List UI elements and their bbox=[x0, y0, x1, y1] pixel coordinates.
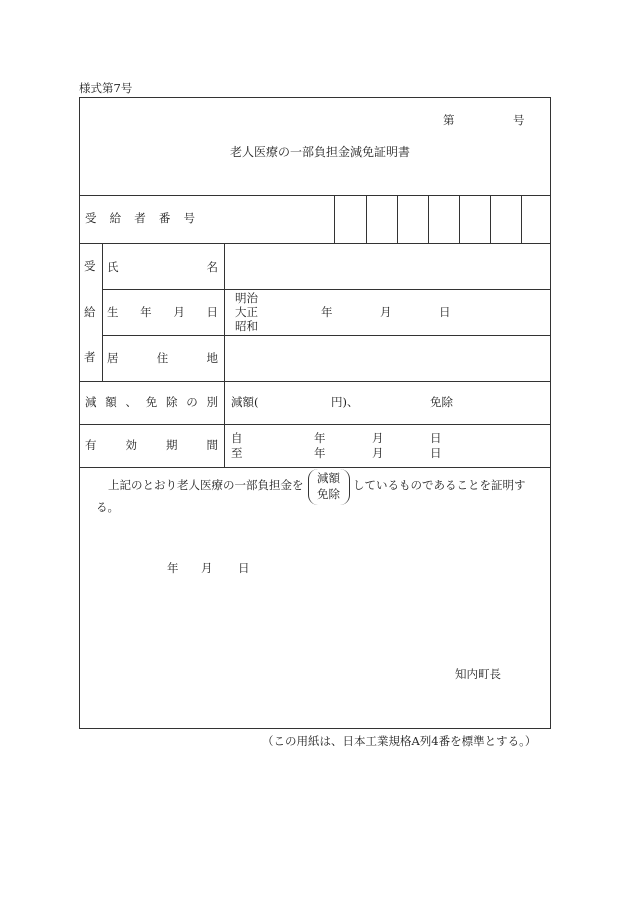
label-char: 地 bbox=[206, 351, 218, 365]
rule-group-divider bbox=[102, 243, 103, 381]
birth-year-unit: 年 bbox=[321, 305, 333, 319]
rule-recipient-bottom bbox=[79, 381, 551, 382]
address-label bbox=[107, 353, 218, 365]
label-char: 期 bbox=[166, 438, 178, 452]
digit-box-divider bbox=[428, 195, 429, 243]
number-go: 号 bbox=[513, 113, 525, 127]
from-day-unit: 日 bbox=[430, 431, 442, 445]
label-char: の bbox=[186, 395, 198, 409]
label-char: 効 bbox=[125, 438, 137, 452]
validity-period-label bbox=[85, 440, 218, 452]
label-char: 有 bbox=[85, 438, 97, 452]
label-char: 生 bbox=[107, 305, 119, 319]
label-char: 額 bbox=[105, 395, 117, 409]
certification-text-after: しているものであることを証明す bbox=[353, 478, 526, 492]
from-year-unit: 年 bbox=[314, 431, 326, 445]
signer-title: 知内町長 bbox=[455, 667, 501, 681]
label-char: 者 bbox=[134, 211, 146, 225]
to-day-unit: 日 bbox=[430, 446, 442, 460]
birth-date-label bbox=[107, 307, 218, 319]
certification-text-before: 上記のとおり老人医療の一部負担金を bbox=[108, 478, 304, 492]
label-char: 氏 bbox=[107, 260, 119, 274]
exemption-text: 免除 bbox=[430, 395, 453, 409]
certification-text-wrap: る。 bbox=[96, 500, 119, 514]
label-char: 給 bbox=[109, 211, 122, 225]
label-char: 間 bbox=[206, 438, 218, 452]
to-year-unit: 年 bbox=[314, 446, 326, 460]
reduction-type-label bbox=[85, 397, 218, 409]
brace-reduction: 減額 bbox=[317, 471, 340, 485]
rule-birth-bottom bbox=[102, 335, 551, 336]
digit-box-divider bbox=[459, 195, 460, 243]
name-label bbox=[107, 262, 218, 274]
digit-box-divider bbox=[490, 195, 491, 243]
number-dai: 第 bbox=[443, 113, 455, 127]
form-number: 様式第7号 bbox=[79, 81, 133, 95]
recipient-number-label bbox=[85, 213, 195, 225]
label-char: 除 bbox=[166, 395, 178, 409]
rule-label-divider bbox=[224, 243, 225, 467]
document-title: 老人医療の一部負担金減免証明書 bbox=[230, 145, 411, 159]
recipient-group-label: 給 bbox=[84, 305, 96, 319]
digit-box-divider bbox=[397, 195, 398, 243]
birth-day-unit: 日 bbox=[439, 305, 451, 319]
label-char: 番 bbox=[158, 211, 171, 225]
yen-text: 円)、 bbox=[331, 395, 359, 409]
validity-from: 自 bbox=[231, 431, 243, 445]
rule-number-bottom bbox=[79, 243, 551, 244]
rule-name-bottom bbox=[102, 289, 551, 290]
digit-box-divider bbox=[334, 195, 335, 243]
label-char: 年 bbox=[140, 305, 152, 319]
label-char: 免 bbox=[145, 395, 158, 409]
era-meiji: 明治 bbox=[235, 291, 258, 305]
to-month-unit: 月 bbox=[372, 446, 384, 460]
birth-month-unit: 月 bbox=[380, 305, 392, 319]
era-taisho: 大正 bbox=[235, 305, 258, 319]
era-showa: 昭和 bbox=[235, 319, 258, 333]
cert-month-unit: 月 bbox=[201, 561, 213, 575]
label-char: 、 bbox=[125, 395, 137, 409]
label-char: 月 bbox=[173, 305, 185, 319]
label-char: 減 bbox=[85, 395, 97, 409]
reduction-text: 減額( bbox=[231, 395, 259, 409]
footnote: （この用紙は、日本工業規格A列4番を標準とする。） bbox=[262, 734, 537, 748]
recipient-group-label: 者 bbox=[84, 350, 96, 364]
certificate-form bbox=[79, 97, 551, 729]
recipient-group-label: 受 bbox=[84, 259, 96, 273]
cert-day-unit: 日 bbox=[238, 561, 250, 575]
label-char: 名 bbox=[206, 260, 218, 274]
from-month-unit: 月 bbox=[372, 431, 384, 445]
label-char: 居 bbox=[107, 351, 119, 365]
label-char: 住 bbox=[156, 351, 169, 365]
label-char: 別 bbox=[206, 395, 218, 409]
cert-year-unit: 年 bbox=[167, 561, 179, 575]
digit-box-divider bbox=[521, 195, 522, 243]
rule-reduction-bottom bbox=[79, 424, 551, 425]
label-char: 受 bbox=[85, 211, 97, 225]
label-char: 号 bbox=[183, 211, 195, 225]
validity-to: 至 bbox=[231, 446, 243, 460]
label-char: 日 bbox=[206, 305, 218, 319]
rule-validity-bottom bbox=[79, 467, 551, 468]
brace-exemption: 免除 bbox=[317, 487, 340, 501]
rule-header-bottom bbox=[79, 195, 551, 196]
digit-box-divider bbox=[366, 195, 367, 243]
